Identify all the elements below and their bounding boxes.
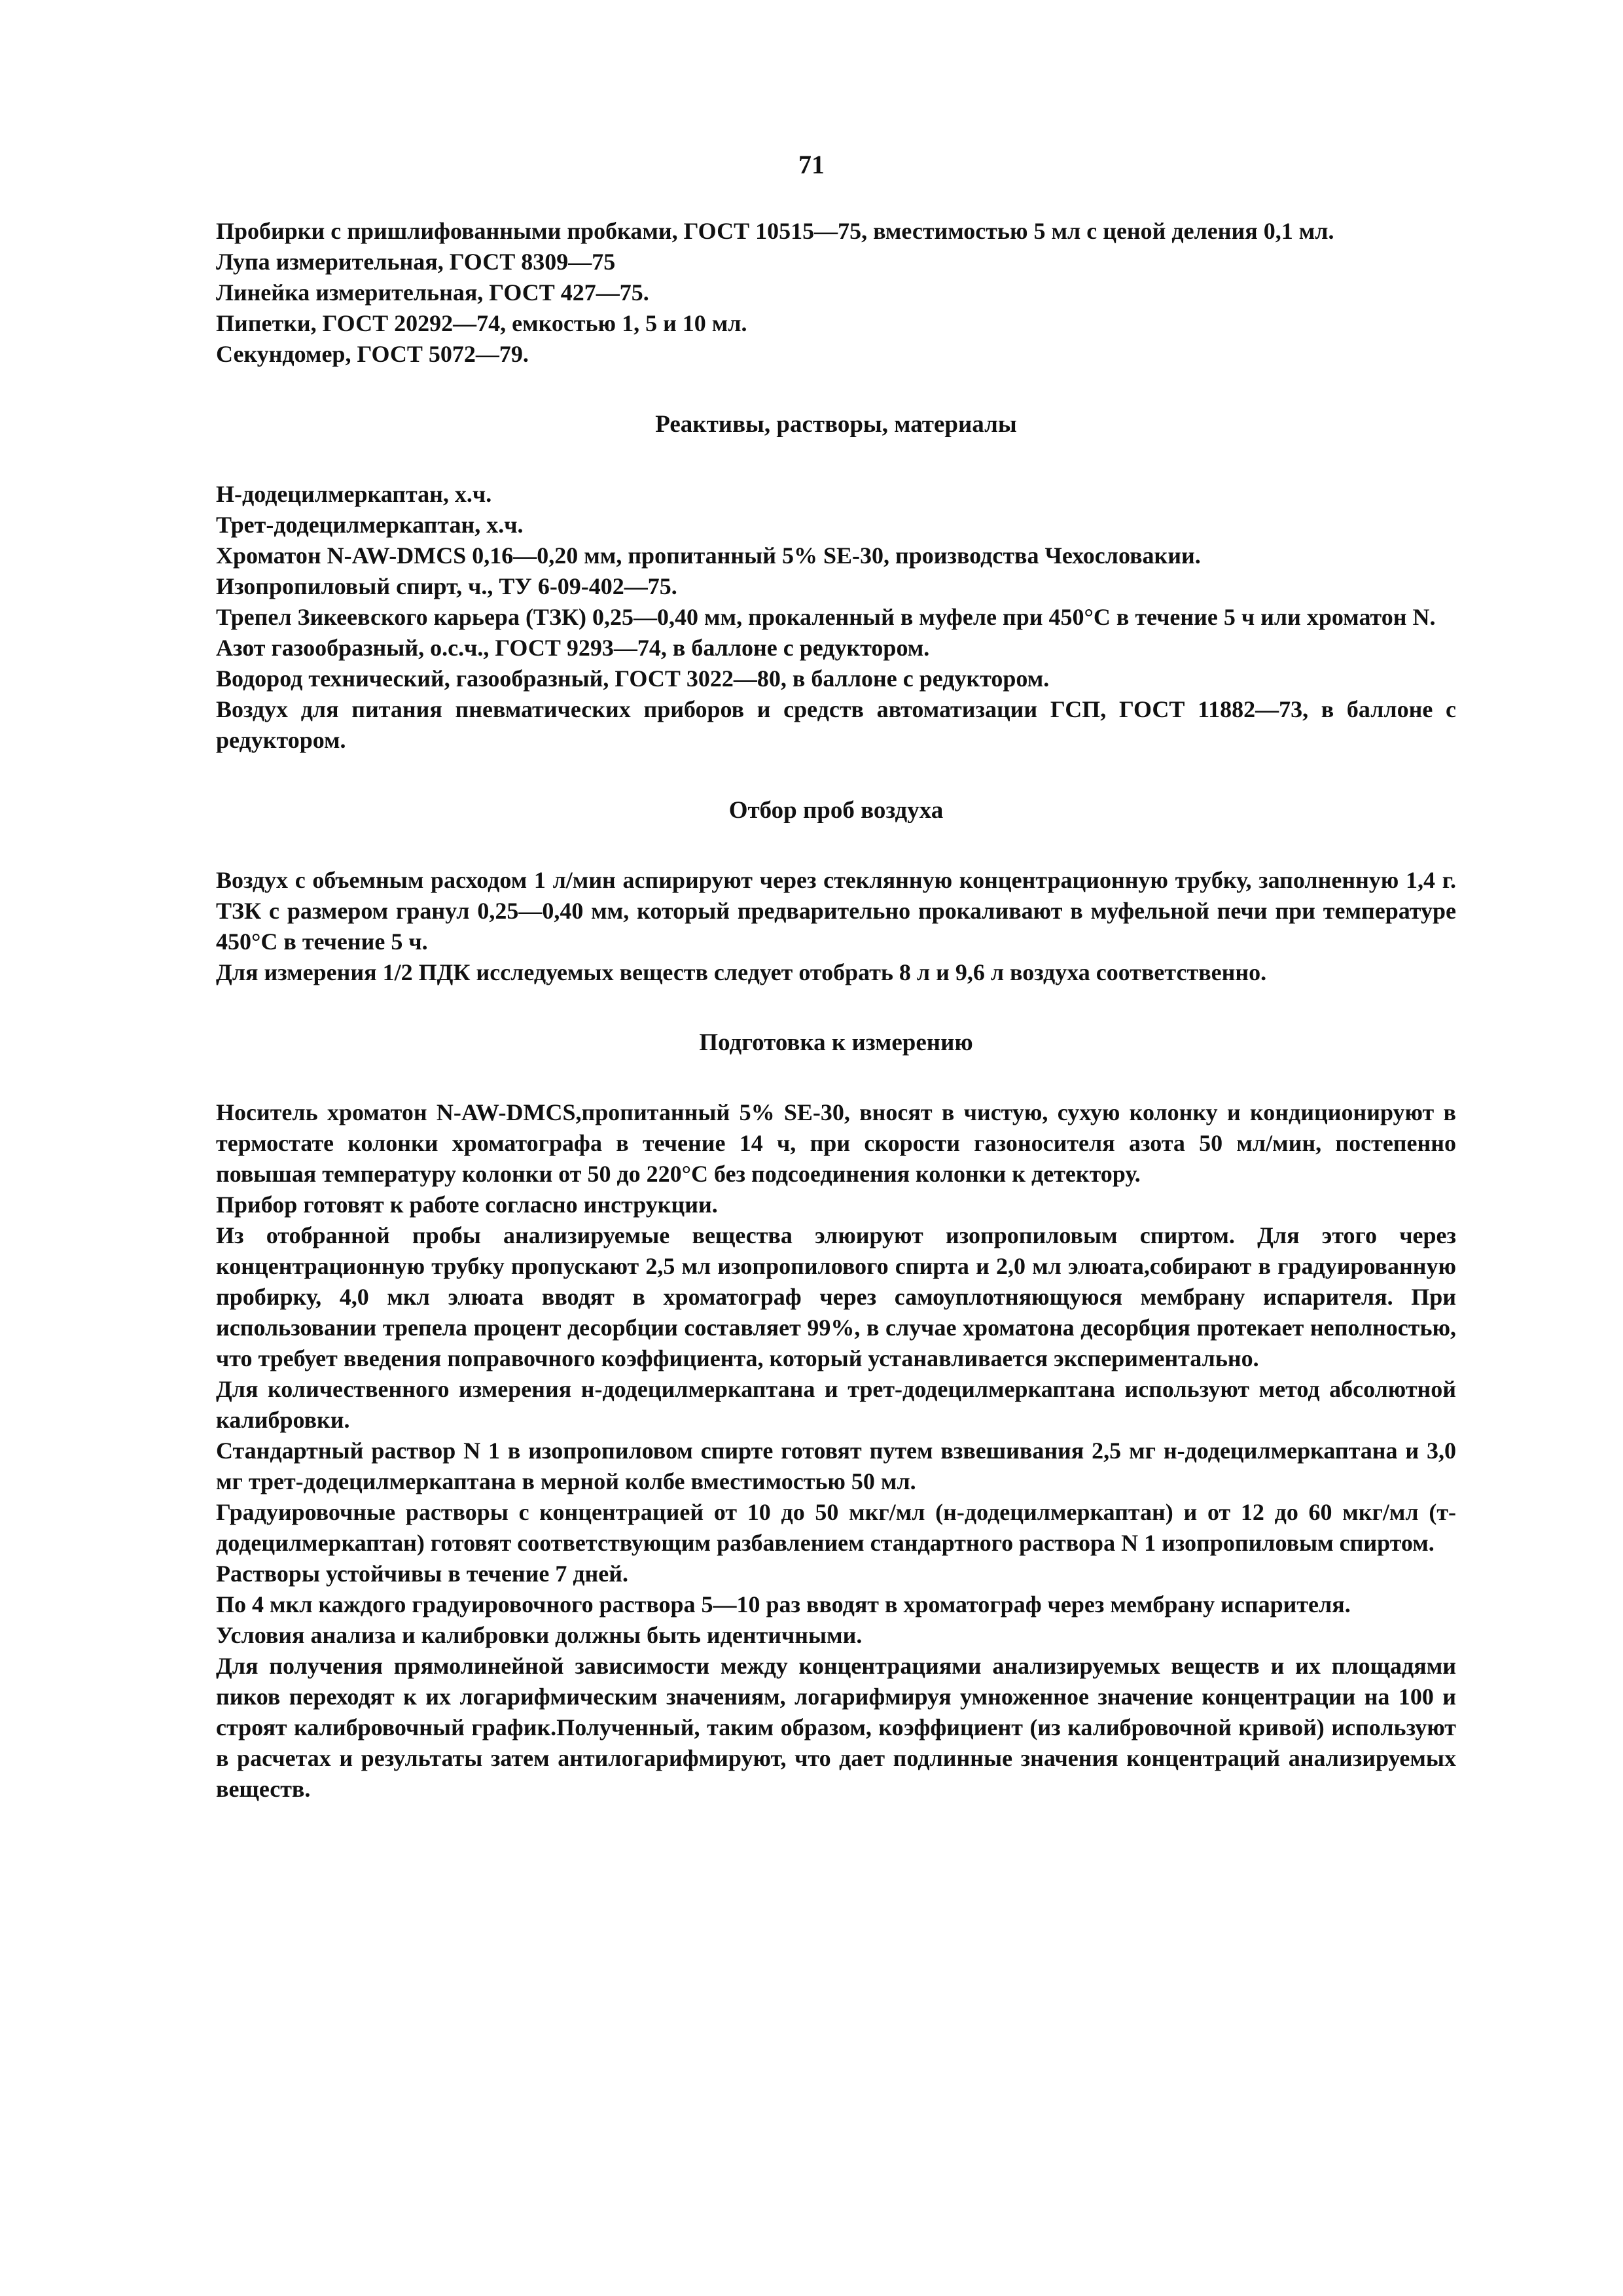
reagents-list [216,479,1456,756]
reagent-item: Воздух для питания пневматических приборов и средств автоматизации ГСП, ГОСТ 11882—73, в баллоне с редуктором. [216,696,1456,753]
equipment-item: Линейка измерительная, ГОСТ 427—75. [216,279,649,306]
sampling-text [216,865,1456,988]
preparation-paragraph: Условия анализа и калибровки должны быть идентичными. [216,1622,863,1648]
preparation-text [216,1097,1456,1805]
equipment-item: Лупа измерительная, ГОСТ 8309—75 [216,249,616,275]
preparation-paragraph: Носитель хроматон N-AW-DMCS,пропитанный 5% SE-30, вносят в чистую, сухую колонку и кондиционируют в термостате колонки хроматографа в течение 14 ч, при скорости газоносителя азота 50 мл/мин, постепенно повышая температуру колонки от 50 до 220°С без подсоединения колонки к детектору. [216,1099,1456,1187]
preparation-paragraph: Прибор готовят к работе согласно инструкции. [216,1192,718,1218]
sampling-paragraph: Для измерения 1/2 ПДК исследуемых веществ следует отобрать 8 л и 9,6 л воздуха соответственно. [216,959,1267,985]
equipment-item: Секундомер, ГОСТ 5072—79. [216,341,529,367]
preparation-paragraph: Стандартный раствор N 1 в изопропиловом спирте готовят путем взвешивания 2,5 мг н-додецилмеркаптана и 3,0 мг трет-додецилмеркаптана в мерной колбе вместимостью 50 мл. [216,1438,1456,1494]
equipment-list [216,216,1456,370]
preparation-paragraph: Для получения прямолинейной зависимости между концентрациями анализируемых веществ и их площадями пиков переходят к их логарифмическим значениям, логарифмируя умноженное значение концентрации на 100 и строят калибровочный график.Полученный, таким образом, коэффициент (из калибровочной кривой) используют в расчетах и результаты затем антилогарифмируют, что дает подлинные значения концентраций анализируемых веществ. [216,1653,1456,1802]
preparation-paragraph: Из отобранной пробы анализируемые вещества элюируют изопропиловым спиртом. Для этого через концентрационную трубку пропускают 2,5 мл изопропилового спирта и 2,0 мл элюата,собирают в градуированную пробирку, 4,0 мкл элюата вводят в хроматограф через самоуплотняющуюся мембрану испарителя. При использовании трепела процент десорбции составляет 99%, в случае хроматона десорбция протекает неполностью, что требует введения поправочного коэффициента, который устанавливается экспериментально. [216,1222,1456,1371]
reagent-item: Трепел Зикеевского карьера (ТЗК) 0,25—0,40 мм, прокаленный в муфеле при 450°С в течение 5 ч или хроматон N. [216,604,1436,630]
reagent-item: Изопропиловый спирт, ч., ТУ 6-09-402—75. [216,573,677,599]
sampling-paragraph: Воздух с объемным расходом 1 л/мин аспирируют через стеклянную концентрационную трубку, заполненную 1,4 г. ТЗК с размером гранул 0,25—0,40 мм, который предварительно прокаливают в муфельной печи при температуре 450°С в течение 5 ч. [216,867,1456,955]
section-heading-reagents: Реактивы, растворы, материалы [655,411,1017,438]
preparation-paragraph: По 4 мкл каждого градуировочного раствора 5—10 раз вводят в хроматограф через мембрану испарителя. [216,1591,1351,1617]
reagent-item: Трет-додецилмеркаптан, х.ч. [216,512,524,538]
reagent-item: Н-додецилмеркаптан, х.ч. [216,481,492,507]
preparation-paragraph: Градуировочные растворы с концентрацией от 10 до 50 мкг/мл (н-додецилмеркаптан) и от 12 до 60 мкг/мл (т-додецилмеркаптан) готовят соответствующим разбавлением стандартного раствора N 1 изопропиловым спиртом. [216,1499,1456,1556]
reagent-item: Водород технический, газообразный, ГОСТ 3022—80, в баллоне с редуктором. [216,665,1050,692]
section-heading-sampling: Отбор проб воздуха [728,797,944,824]
reagent-item: Хроматон N-AW-DMCS 0,16—0,20 мм, пропитанный 5% SE-30, производства Чехословакии. [216,542,1201,569]
preparation-paragraph: Растворы устойчивы в течение 7 дней. [216,1561,629,1587]
preparation-paragraph: Для количественного измерения н-додецилмеркаптана и трет-додецилмеркаптана используют метод абсолютной калибровки. [216,1376,1456,1433]
page-number: 71 [798,150,825,179]
section-heading-preparation: Подготовка к измерению [699,1029,973,1056]
page-content [216,216,1456,1805]
equipment-item: Пробирки с пришлифованными пробками, ГОСТ 10515—75, вместимостью 5 мл с ценой деления 0,1 мл. [216,218,1334,244]
reagent-item: Азот газообразный, о.с.ч., ГОСТ 9293—74, в баллоне с редуктором. [216,635,930,661]
equipment-item: Пипетки, ГОСТ 20292—74, емкостью 1, 5 и 10 мл. [216,310,747,336]
